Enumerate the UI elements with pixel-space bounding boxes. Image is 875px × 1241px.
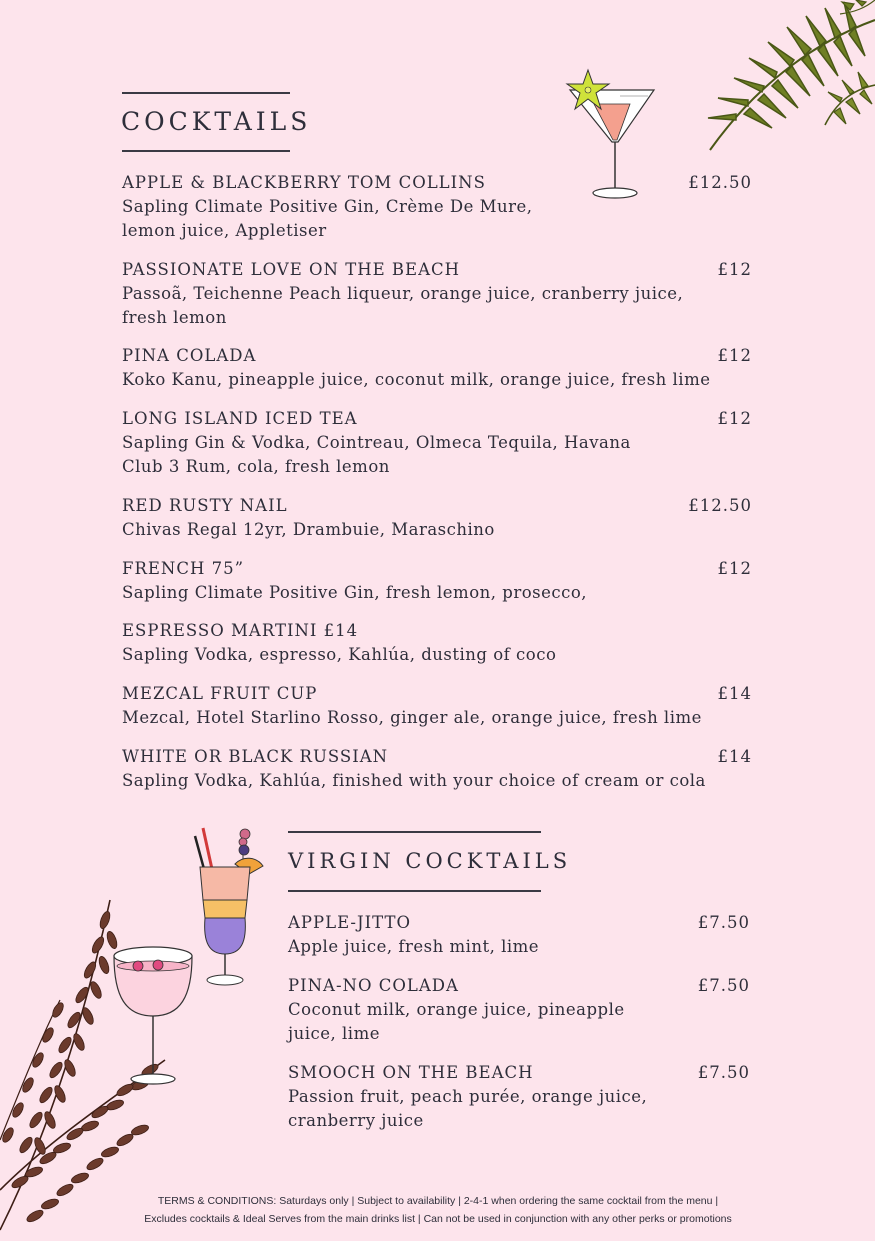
item-price: £12 [717, 346, 752, 365]
item-price: £12.50 [688, 173, 752, 192]
menu-item [288, 911, 750, 959]
menu-item [122, 619, 752, 667]
terms-line: Excludes cocktails & Ideal Serves from the main drinks list | Can not be used in conjunction with any other perks or promotions [144, 1213, 732, 1225]
item-name: PASSIONATE LOVE ON THE BEACH [122, 260, 461, 279]
item-description: Passion fruit, peach purée, orange juice, [288, 1087, 648, 1106]
item-description: fresh lemon [122, 308, 227, 327]
virgin-bottom-rule [288, 890, 541, 892]
menu-item [288, 1061, 750, 1133]
virgin-cocktails-heading: VIRGIN COCKTAILS [288, 849, 572, 873]
menu-item [122, 344, 752, 392]
menu-item [122, 557, 752, 605]
item-name: SMOOCH ON THE BEACH [288, 1063, 534, 1082]
item-description: juice, lime [288, 1024, 380, 1043]
item-price: £12.50 [688, 496, 752, 515]
item-price: £12 [717, 260, 752, 279]
item-description: Club 3 Rum, cola, fresh lemon [122, 457, 390, 476]
item-description: Sapling Vodka, Kahlúa, finished with your choice of cream or cola [122, 771, 706, 790]
gin-glass-illustration [108, 942, 198, 1090]
item-name: PINA COLADA [122, 346, 257, 365]
item-description: Apple juice, fresh mint, lime [288, 937, 540, 956]
item-description: Sapling Climate Positive Gin, fresh lemon, prosecco, [122, 583, 588, 602]
item-description: lemon juice, Appletiser [122, 221, 327, 240]
item-name: APPLE & BLACKBERRY TOM COLLINS [122, 173, 486, 192]
item-name: LONG ISLAND ICED TEA [122, 409, 358, 428]
item-name: FRENCH 75” [122, 559, 245, 578]
item-description: cranberry juice [288, 1111, 424, 1130]
item-description: Koko Kanu, pineapple juice, coconut milk, orange juice, fresh lime [122, 370, 711, 389]
cocktails-bottom-rule [122, 150, 290, 152]
fern-leaf-illustration [650, 0, 875, 160]
item-price: £7.50 [697, 976, 750, 995]
item-price: £7.50 [697, 913, 750, 932]
item-description: Chivas Regal 12yr, Drambuie, Maraschino [122, 520, 495, 539]
item-name: RED RUSTY NAIL [122, 496, 288, 515]
menu-item [288, 974, 750, 1046]
item-price: £12 [717, 559, 752, 578]
item-description: Passoã, Teichenne Peach liqueur, orange juice, cranberry juice, [122, 284, 684, 303]
item-name: PINA-NO COLADA [288, 976, 459, 995]
item-name: APPLE-JITTO [288, 913, 411, 932]
cocktails-heading: COCKTAILS [121, 107, 312, 136]
item-name: WHITE OR BLACK RUSSIAN [122, 747, 389, 766]
menu-item [122, 258, 752, 330]
item-description: Coconut milk, orange juice, pineapple [288, 1000, 625, 1019]
terms-and-conditions [100, 1192, 776, 1228]
virgin-top-rule [288, 831, 541, 833]
item-price: £14 [717, 747, 752, 766]
cocktails-top-rule [122, 92, 290, 94]
item-description: Mezcal, Hotel Starlino Rosso, ginger ale, orange juice, fresh lime [122, 708, 702, 727]
menu-item [122, 494, 752, 542]
menu-item [122, 171, 752, 243]
item-name: MEZCAL FRUIT CUP [122, 684, 318, 703]
item-name: ESPRESSO MARTINI £14 [122, 621, 359, 640]
menu-item [122, 682, 752, 730]
terms-line: TERMS & CONDITIONS: Saturdays only | Subject to availability | 2-4-1 when ordering the same cocktail from the menu | [157, 1195, 719, 1207]
menu-item [122, 745, 752, 793]
item-description: Sapling Gin & Vodka, Cointreau, Olmeca Tequila, Havana [122, 433, 631, 452]
item-description: Sapling Climate Positive Gin, Crème De Mure, [122, 197, 533, 216]
item-price: £12 [717, 409, 752, 428]
starfruit-garnish [563, 68, 613, 113]
menu-item [122, 407, 752, 479]
item-description: Sapling Vodka, espresso, Kahlúa, dusting of coco [122, 645, 557, 664]
item-price: £7.50 [697, 1063, 750, 1082]
item-price: £14 [717, 684, 752, 703]
